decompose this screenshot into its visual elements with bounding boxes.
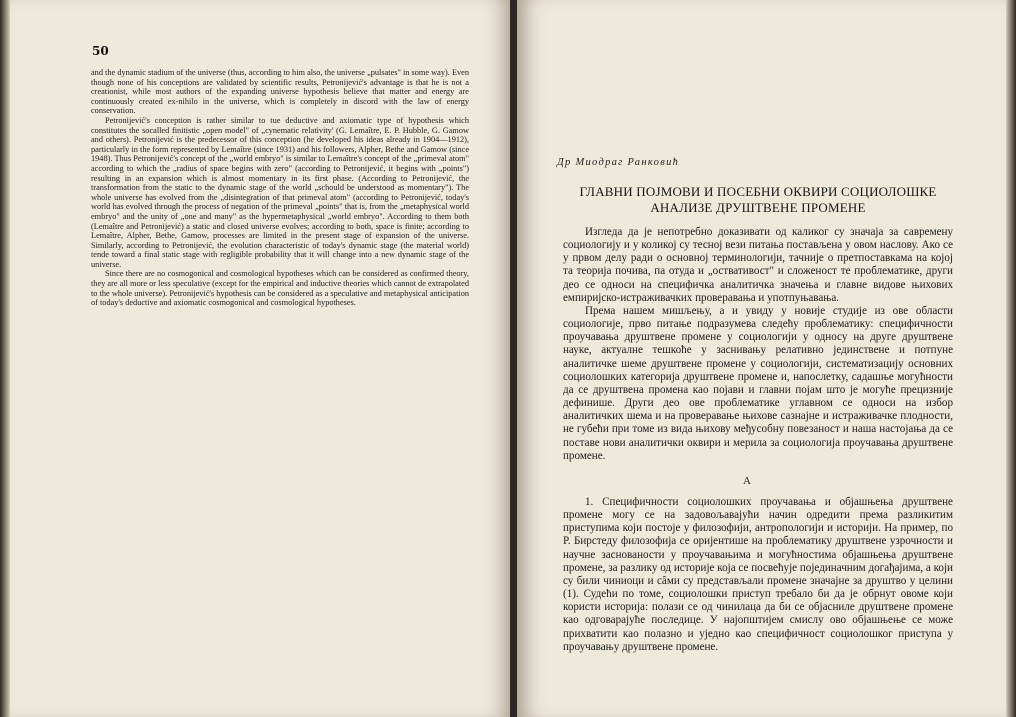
article-intro	[563, 226, 953, 463]
article-author: Др Миодраг Ранковић	[557, 157, 680, 168]
article-title: ГЛАВНИ ПОЈМОВИ И ПОСЕБНИ ОКВИРИ СОЦИОЛОШКЕ АНАЛИЗЕ ДРУШТВЕНЕ ПРОМЕНЕ	[579, 184, 937, 215]
section-body	[563, 496, 953, 654]
left-paragraph-1: and the dynamic stadium of the universe (thus, according to him also, the universe „pulsates" in some way). Even though none of his conceptions are validated by scientific results, Petronijević's advantage is that he is not a creationist, while most authors of the expanding universe hypothesis believe that matter and energy are continuously created ex-nihilo in the universe, which is completely in discord with the law of energy conservation.	[91, 68, 469, 116]
left-paragraph-2: Petronijević's conception is rather similar to tue deductive and axiomatic type of hypothesis which constitutes the socalled finitistic „open model" of „cynematic relativity' (G. Lemaître, E. P. Hubble, G. Gamow and others). Petronijević is the predecessor of this conception (he developed his ideas already in 1904—1912), particularly in the form represented by Lemaître (since 1931) and his followers, Alpher, Bethe and Gamow (since 1948). Thus Petronijević's concept of the „world embryo" is similar to Lemaître's concept of the „primeval atom" according to which the „radius of space begins with zero" (according to Petronijević, it begins with „points") resulting in an expansion which is almost momentary in its first phase. (According to Petronijević, the transformation from the static to the dynamic stage of the world „schould be understood as momentary"). The whole universe has evolved from the „disintegration of that primeval atom" (according to Petronijević, today's world has evolved through the process of negation of the primeval „points" that is, from the „metaphysical world embryo" and the unity of „one and many" as the hypermetaphysical „world embryo". According to them both (Lemaître and Petronijević) a static and closed universe evolves; according to both, space is finite; according to Lemaître, Alpher, Bethe, Gamow, processes are limited in the present stage of expansion of the universe. Similarly, according to Petronijević, the evolution characteristic of today's dynamic stage (the material world) tende toward a final static stage with regligible probability that it will change into a new dynamic stage of the universe.	[91, 115, 469, 269]
left-paragraph-3: Since there are no cosmogonical and cosmological hypotheses which can be considered as confirmed theory, they are all more or less speculative (except for the empirical and inductive theories which cannot de extrapolated to the whole universe). Petronijević's hypothesis can be considered as a speculative and metaphysical anticipation of today's deductive and axiomatic cosmogonical and cosmological hypotheses.	[91, 269, 469, 308]
page-number: 50	[92, 44, 109, 58]
section-heading: А	[743, 475, 751, 487]
right-page-edge	[1006, 0, 1016, 717]
left-page-edge	[0, 0, 10, 717]
intro-paragraph-2: Према нашем мишљењу, а и увиду у новије студије из ове области социологије, прво питање подразумева следећу проблематику: специфичности проучавања друштвене промене у социологији у односу на друге друштвене науке, актуалне тешкоће у заснивању релативно јединствене и потпуне аналитичке шеме друштвене промене у социологији, систематизацију основних социолошких категорија друштвене промене и, напослетку, садашње могућности да се друштвена промена као појави и главни појам што је могуће прецизније дефинише. Други део ове проблематике углавном се односи на избор аналитичких шема и на проверавање њихове сазнајне и истраживачке плодности, не губећи при томе из вида њихову међусобну повезаност и наша настојања да се поставе нови аналитички оквири и мерила за социологија проучавања друштвене промене.	[563, 304, 953, 462]
section-paragraph-1: 1. Специфичности социолошких проучавања и објашњења друштвене промене могу се на задовољавајући начин одредити према разликитим приступима који постоје у филозофији, антропологији и историји. На пример, по Р. Бирстеду филозофија се оријентише на проблематику друштвене узрочности и научне заснованости у проучавањима и могућностима објашњења друштвене промене, за разлику од историје која се посвећује појединачним догађајима, а који су били чиниоци и сâми су представљали промене значајне за друштво у целини (1). Судећи по томе, социолошки приступ требало би да је обрнут овоме који користи историја: полази се од чинилаца да би се објасниле друштвене промене као одговарајуће последице. У најопштијем смислу ово објашњење се може прихватити као полазно и уједно као специфичност социолошког приступа у проучавању друштвене промене.	[563, 496, 953, 653]
intro-paragraph-1: Изгледа да је непотребно доказивати од каликог су значаја за савремену социологију и у коликој су тесној вези питања постављена у овом наслову. Ако се у првом делу ради о основној терминологији, тачније о претпоставкама на којој та теорија почива, па отуда и „оствативост" и сложеност те проблематике, други део се односи на специфичка аналитичка значења и главне видове њихових емпиријско-истраживачких проверавања и употпуњавања.	[563, 226, 953, 304]
left-page-body	[91, 68, 469, 308]
